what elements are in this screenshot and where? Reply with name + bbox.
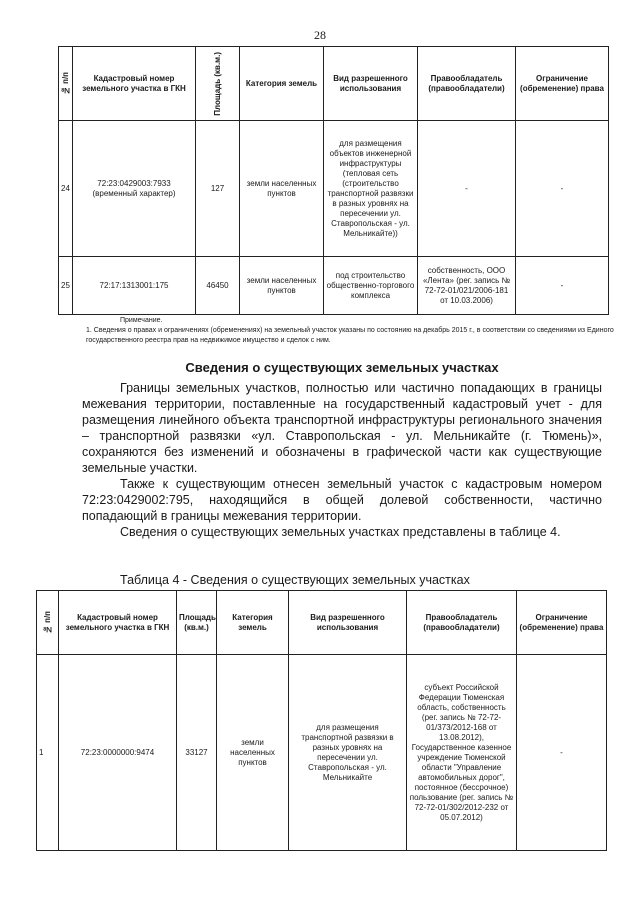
paragraph: Границы земельных участков, полностью или частично попадающих в границы межевания территории, поставленные на государственный кадастровый учет - для размещения линейного объекта транспортной инфраструктуры регионального значения – транспортной развязки «ул. Ставропольская - ул. Мельникайте (г. Тюмень)», сохраняются без изменений и обозначены в графической части как существующие земельные участки. (82, 381, 602, 475)
header-cadastral: Кадастровый номер земельного участка в ГКН (73, 47, 196, 121)
cell-owner: субъект Российской Федерации Тюменская область, собственность (рег. запись № 72-72-01/373/2012-168 от 13.08.2012), Государственное казенное учреждение Тюменской области "Управление автомобильных дорог", постоянное (бессрочное) пользование (рег. запись № 72-72-01/302/2012-232 от 05.07.2012) (407, 655, 517, 851)
cell-num: 1 (37, 655, 59, 851)
cell-use: для размещения транспортной развязки в разных уровнях на пересечении ул. Ставропольская - ул. Мельникайте (289, 655, 407, 851)
table-caption: Таблица 4 - Сведения о существующих земельных участках (120, 573, 470, 587)
paragraph: Также к существующим отнесен земельный участок с кадастровым номером 72:23:0429002:795, находящийся в общей долевой собственности, частично попадающий в границы межевания территории. (82, 477, 602, 523)
cell-num: 24 (59, 121, 73, 257)
header-num: № п/п (59, 47, 73, 121)
cell-restriction: - (516, 121, 609, 257)
table-row (37, 655, 607, 851)
cell-cadastral: 72:23:0429003:7933 (временный характер) (73, 121, 196, 257)
cell-use: для размещения объектов инженерной инфраструктуры (тепловая сеть (строительство транспортной развязки в разных уровнях на пересечении ул. Ставропольская - ул. Мельникайте)) (324, 121, 418, 257)
header-category: Категория земель (217, 591, 289, 655)
cell-owner: - (418, 121, 516, 257)
cell-category: земли населенных пунктов (240, 121, 324, 257)
cell-num: 25 (59, 257, 73, 315)
cell-restriction: - (517, 655, 607, 851)
table-header-row (59, 47, 609, 121)
header-owner: Правообладатель (правообладатели) (407, 591, 517, 655)
cell-category: земли населенных пунктов (240, 257, 324, 315)
existing-plots-table (36, 590, 607, 851)
cell-area: 33127 (177, 655, 217, 851)
header-category: Категория земель (240, 47, 324, 121)
table-header-row (37, 591, 607, 655)
page-number: 28 (314, 28, 326, 42)
cell-use: под строительство общественно-торгового комплекса (324, 257, 418, 315)
section-body (82, 360, 602, 540)
section-title: Сведения о существующих земельных участках (185, 360, 499, 375)
cell-area: 127 (196, 121, 240, 257)
table-notes (86, 316, 616, 346)
notes-title: Примечание. (120, 317, 163, 324)
table-row (59, 257, 609, 315)
header-restriction: Ограничение (обременение) права (516, 47, 609, 121)
header-owner: Правообладатель (правообладатели) (418, 47, 516, 121)
header-num: № п/п (37, 591, 59, 655)
header-restriction: Ограничение (обременение) права (517, 591, 607, 655)
header-use: Вид разрешенного использования (289, 591, 407, 655)
header-cadastral: Кадастровый номер земельного участка в ГКН (59, 591, 177, 655)
header-area: Площадь (кв.м.) (196, 47, 240, 121)
land-plots-table (58, 46, 609, 315)
notes-text: 1. Сведения о правах и ограничениях (обременениях) на земельный участок указаны по состоянию на декабрь 2015 г., в соответствии со сведениями из Единого государственного реестра прав на недвижимое имущество и сделок с ним. (86, 327, 614, 344)
header-use: Вид разрешенного использования (324, 47, 418, 121)
table-row (59, 121, 609, 257)
cell-cadastral: 72:23:0000000:9474 (59, 655, 177, 851)
cell-area: 46450 (196, 257, 240, 315)
cell-owner: собственность, ООО «Лента» (рег. запись № 72-72-01/021/2006-181 от 10.03.2006) (418, 257, 516, 315)
paragraph: Сведения о существующих земельных участках представлены в таблице 4. (120, 525, 561, 539)
cell-cadastral: 72:17:1313001:175 (73, 257, 196, 315)
cell-category: земли населенных пунктов (217, 655, 289, 851)
header-area: Площадь (кв.м.) (177, 591, 217, 655)
cell-restriction: - (516, 257, 609, 315)
